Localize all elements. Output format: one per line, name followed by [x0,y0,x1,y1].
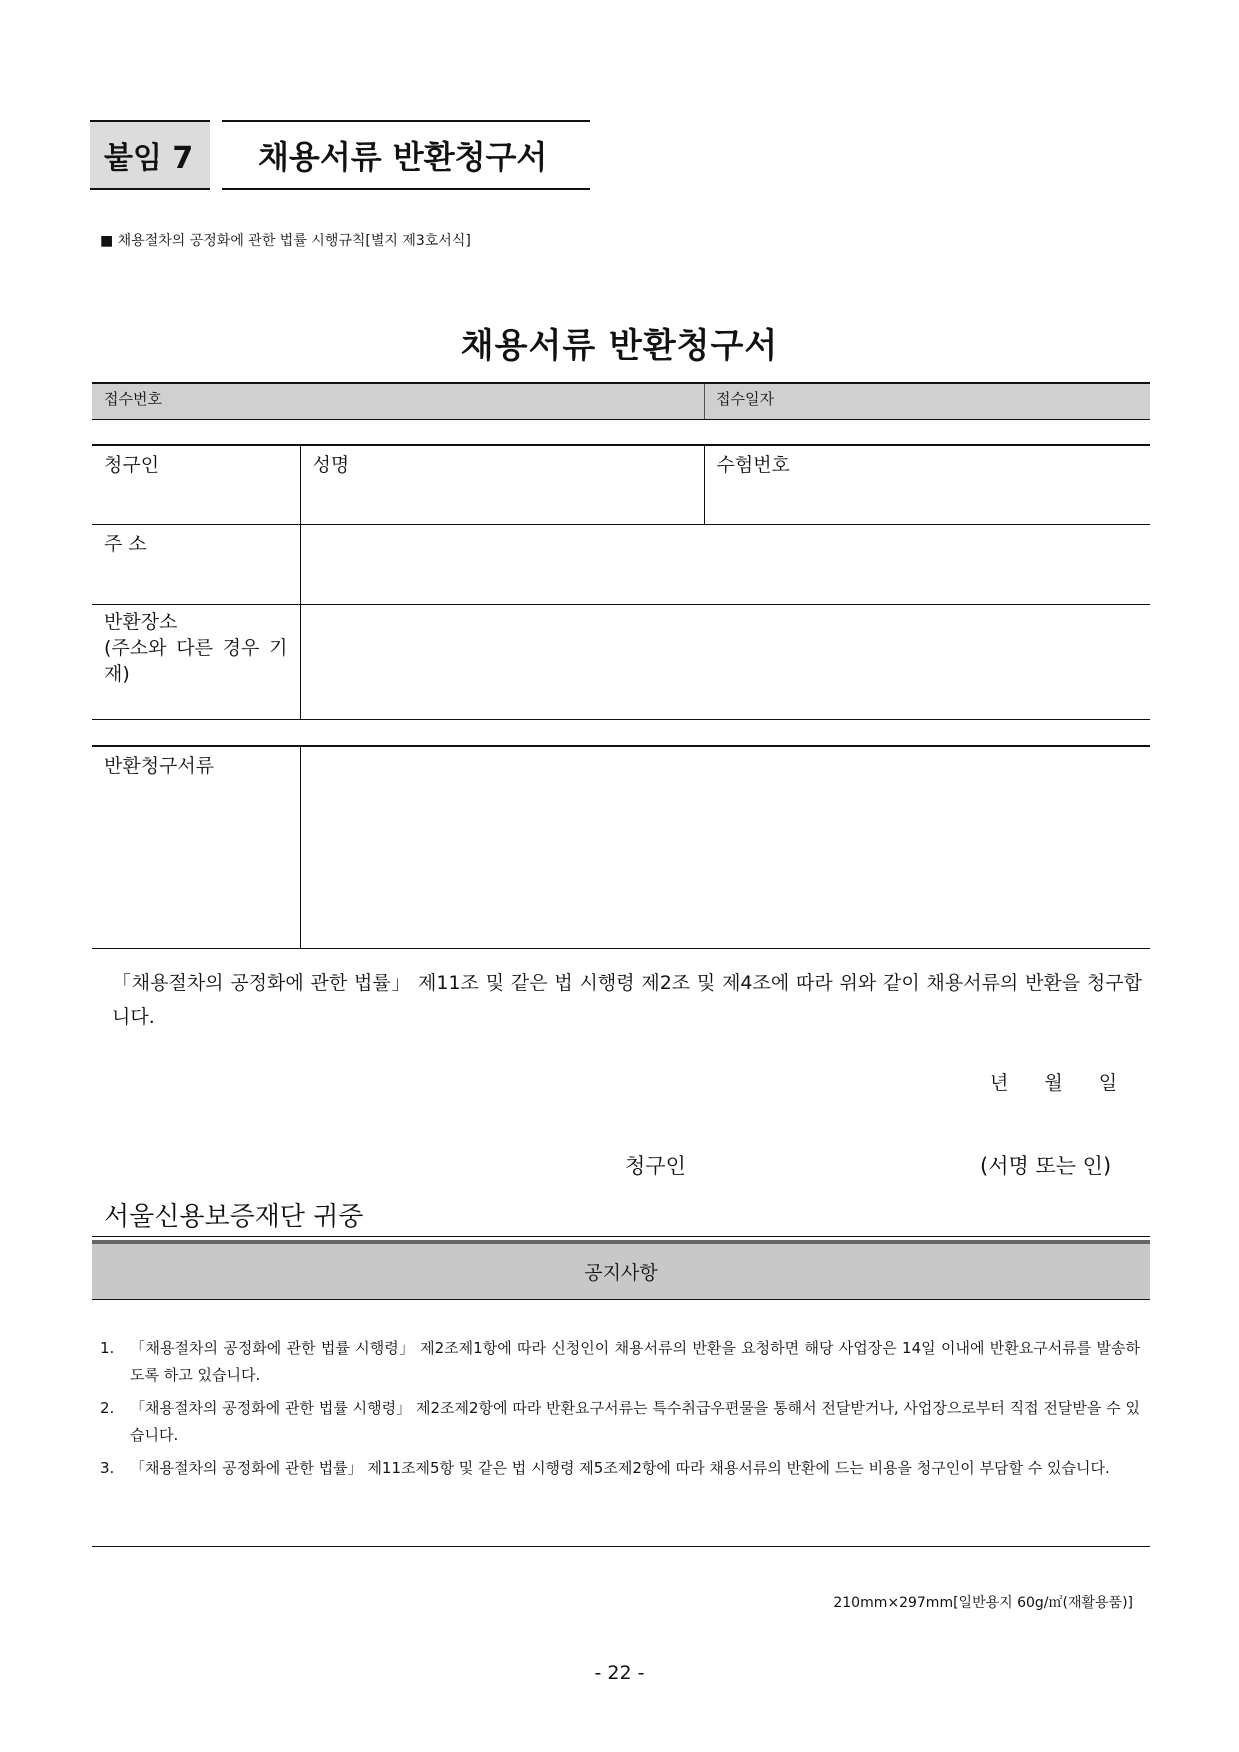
form-reference: ■ 채용절차의 공정화에 관한 법률 시행규칙[별지 제3호서식] [100,233,471,249]
date-line: 년 월 일 [990,1072,1118,1094]
attachment-tag: 붙임 7 [90,120,210,190]
paper-spec: 210mm×297mm[일반용지 60g/㎡(재활용품)] [833,1595,1133,1611]
exam-number-label: 수험번호 [716,454,790,476]
claimant-table [92,444,1150,720]
page-number: - 22 - [594,1662,645,1684]
documents-field[interactable] [300,746,1150,948]
notice-number: 2. [100,1399,115,1417]
notice-item [100,1395,1140,1449]
signature-label: (서명 또는 인) [980,1154,1112,1178]
return-place-label-cell [92,604,300,719]
return-place-field[interactable] [300,604,1150,719]
documents-label: 반환청구서류 [92,746,300,948]
notice-text: 「채용절차의 공정화에 관한 법률 시행령」 제2조제2항에 따라 반환요구서류는 특수취급우편물을 통해서 전달받거나, 사업장으로부터 직접 전달받을 수 있습니다. [130,1399,1140,1444]
notice-title: 공지사항 [92,1240,1150,1300]
name-label: 성명 [312,454,350,476]
divider [92,1546,1150,1547]
exam-number-field[interactable] [704,445,1150,524]
recipient: 서울신용보증재단 귀중 [104,1202,364,1232]
document-title: 채용서류 반환청구서 [460,326,779,366]
claimant-label: 청구인 [92,445,300,524]
documents-table [92,745,1150,949]
notice-number: 1. [100,1339,115,1357]
return-place-note: (주소와 다른 경우 기재) [104,636,288,685]
notice-item [100,1455,1140,1482]
receipt-row [92,382,1150,420]
notice-number: 3. [100,1459,115,1477]
name-field[interactable] [300,445,704,524]
attachment-title: 채용서류 반환청구서 [222,120,590,190]
notice-item [100,1335,1140,1389]
receipt-number-label: 접수번호 [104,390,162,408]
statement-text: 「채용절차의 공정화에 관한 법률」 제11조 및 같은 법 시행령 제2조 및 제4조에 따라 위와 같이 채용서류의 반환을 청구합니다. [112,972,1142,1028]
notice-text: 「채용절차의 공정화에 관한 법률」 제11조제5항 및 같은 법 시행령 제5조제2항에 따라 채용서류의 반환에 드는 비용을 청구인이 부담할 수 있습니다. [130,1459,1110,1477]
receipt-date-label: 접수일자 [716,390,774,408]
notice-text: 「채용절차의 공정화에 관한 법률 시행령」 제2조제1항에 따라 신청인이 채용서류의 반환을 요청하면 해당 사업장은 14일 이내에 반환요구서류를 발송하도록 하고 있습니다. [130,1339,1140,1384]
notice-list [100,1335,1140,1488]
address-label: 주 소 [92,524,300,604]
signature-claimant-label: 청구인 [625,1154,686,1178]
address-field[interactable] [300,524,1150,604]
return-place-label: 반환장소 [104,610,178,633]
